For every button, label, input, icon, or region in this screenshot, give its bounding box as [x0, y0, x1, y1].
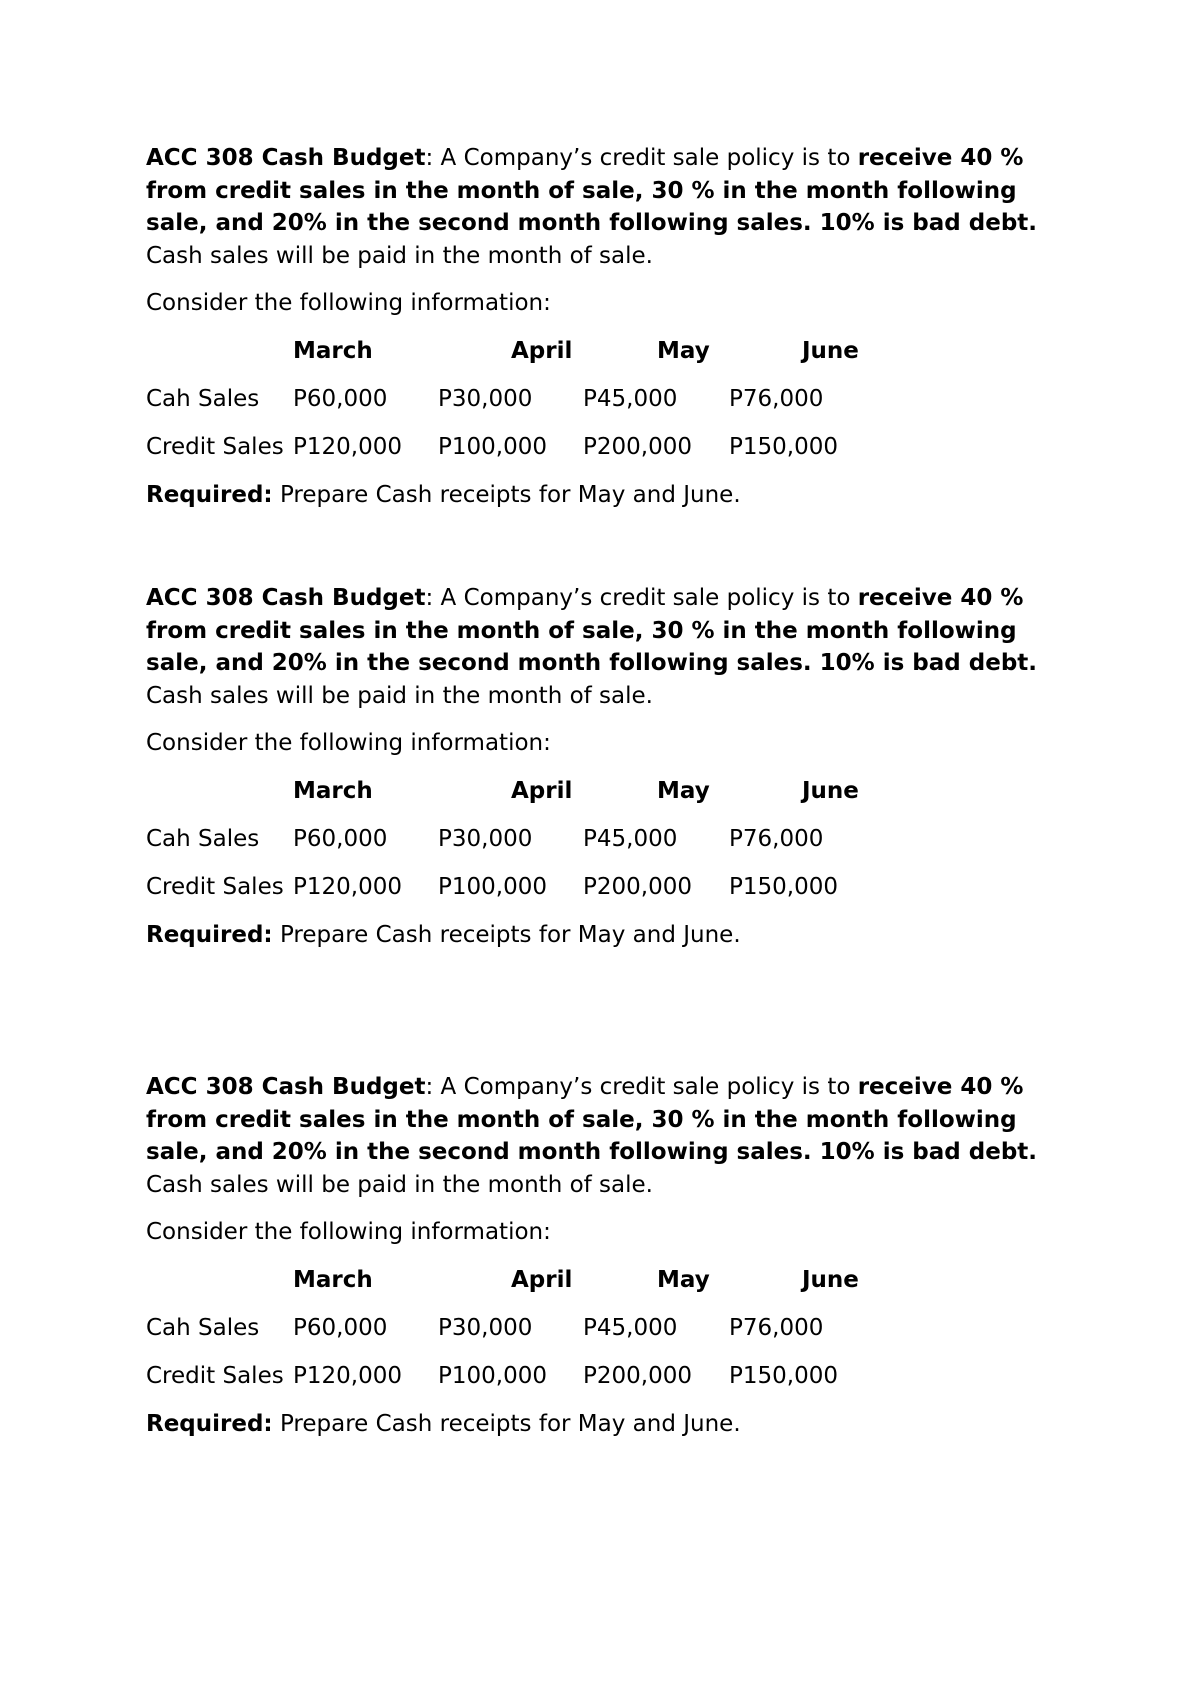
table-cell: P76,000 — [729, 826, 824, 852]
intro-end-text: Cash sales will be paid in the month of sale. — [146, 682, 653, 709]
problem-intro — [146, 142, 1076, 272]
problem-block-2 — [146, 582, 1076, 950]
intro-plain-text: A Company’s credit sale policy is to — [440, 1074, 858, 1100]
policy-bold-text: receive 40 % from credit sales in the month of sale, 30 % in the month following sale, and 20% in the second month following sales. 10% is bad debt. — [146, 585, 1038, 676]
table-row — [146, 1361, 1076, 1391]
table-cell: P120,000 — [293, 1363, 402, 1389]
policy-bold-text: receive 40 % from credit sales in the month of sale, 30 % in the month following sale, and 20% in the second month following sales. 10% is bad debt. — [146, 145, 1038, 236]
required-instruction: Prepare Cash receipts for May and June. — [272, 482, 741, 508]
table-cell: P120,000 — [293, 874, 402, 900]
table-cell: P45,000 — [583, 386, 678, 412]
consider-text: Consider the following information: — [146, 1219, 551, 1245]
required-instruction: Prepare Cash receipts for May and June. — [272, 922, 741, 948]
month-header: June — [802, 778, 859, 804]
row-label: Credit Sales — [146, 874, 284, 900]
month-header: April — [511, 338, 573, 364]
problem-title: ACC 308 Cash Budget — [146, 585, 426, 611]
row-label: Cah Sales — [146, 826, 260, 852]
row-label: Cah Sales — [146, 386, 260, 412]
table-cell: P45,000 — [583, 1315, 678, 1341]
table-cell: P150,000 — [729, 434, 838, 460]
row-label: Cah Sales — [146, 1315, 260, 1341]
title-colon: : — [425, 585, 441, 611]
month-header: March — [293, 338, 373, 364]
month-header: March — [293, 778, 373, 804]
month-header: April — [511, 778, 573, 804]
table-cell: P60,000 — [293, 386, 388, 412]
table-cell: P100,000 — [438, 434, 547, 460]
problem-title: ACC 308 Cash Budget — [146, 1074, 426, 1100]
table-cell: P100,000 — [438, 1363, 547, 1389]
required-instruction: Prepare Cash receipts for May and June. — [272, 1411, 741, 1437]
table-cell: P120,000 — [293, 434, 402, 460]
month-header: March — [293, 1267, 373, 1293]
problem-block-3 — [146, 1071, 1076, 1439]
table-cell: P150,000 — [729, 874, 838, 900]
intro-plain-text: A Company’s credit sale policy is to — [440, 145, 858, 171]
table-cell: P100,000 — [438, 874, 547, 900]
table-cell: P60,000 — [293, 826, 388, 852]
table-cell: P30,000 — [438, 386, 533, 412]
month-header: June — [802, 338, 859, 364]
table-row — [146, 872, 1076, 902]
intro-plain-text: A Company’s credit sale policy is to — [440, 585, 858, 611]
required-label: Required: — [146, 482, 273, 508]
required-text — [146, 480, 1076, 510]
required-text — [146, 1409, 1076, 1439]
month-header: May — [657, 1267, 710, 1293]
problem-block-1 — [146, 142, 1076, 510]
table-cell: P76,000 — [729, 1315, 824, 1341]
policy-bold-text: receive 40 % from credit sales in the month of sale, 30 % in the month following sale, and 20% in the second month following sales. 10% is bad debt. — [146, 1074, 1038, 1165]
month-header-row — [146, 1265, 1076, 1295]
table-cell: P30,000 — [438, 1315, 533, 1341]
month-header-row — [146, 776, 1076, 806]
table-cell: P30,000 — [438, 826, 533, 852]
row-label: Credit Sales — [146, 434, 284, 460]
table-cell: P200,000 — [583, 434, 692, 460]
month-header: May — [657, 338, 710, 364]
table-cell: P76,000 — [729, 386, 824, 412]
consider-text: Consider the following information: — [146, 290, 551, 316]
month-header-row — [146, 336, 1076, 366]
month-header: June — [802, 1267, 859, 1293]
row-label: Credit Sales — [146, 1363, 284, 1389]
table-row — [146, 384, 1076, 414]
title-colon: : — [425, 145, 441, 171]
problem-title: ACC 308 Cash Budget — [146, 145, 426, 171]
consider-text: Consider the following information: — [146, 730, 551, 756]
intro-end-text: Cash sales will be paid in the month of sale. — [146, 1171, 653, 1198]
month-header: April — [511, 1267, 573, 1293]
intro-end-text: Cash sales will be paid in the month of sale. — [146, 242, 653, 269]
table-cell: P150,000 — [729, 1363, 838, 1389]
table-cell: P200,000 — [583, 874, 692, 900]
required-text — [146, 920, 1076, 950]
table-row — [146, 824, 1076, 854]
table-cell: P60,000 — [293, 1315, 388, 1341]
problem-intro — [146, 1071, 1076, 1201]
required-label: Required: — [146, 922, 273, 948]
month-header: May — [657, 778, 710, 804]
table-row — [146, 1313, 1076, 1343]
required-label: Required: — [146, 1411, 273, 1437]
problem-intro — [146, 582, 1076, 712]
table-cell: P200,000 — [583, 1363, 692, 1389]
title-colon: : — [425, 1074, 441, 1100]
table-row — [146, 432, 1076, 462]
table-cell: P45,000 — [583, 826, 678, 852]
